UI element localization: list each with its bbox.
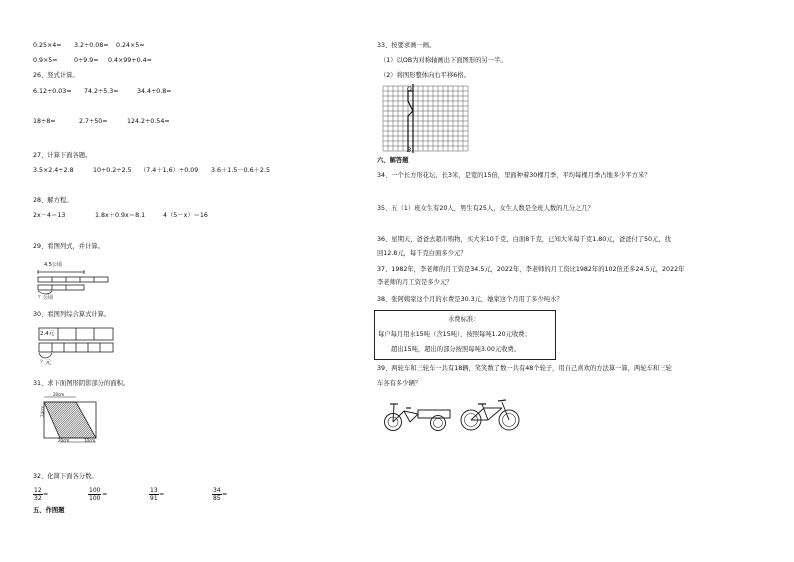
q33-title: 33、按要求画一画。	[377, 42, 436, 49]
q27-title: 27、计算下面各题。	[33, 152, 92, 159]
q34-text: 34、一个长方形花坛，长3米，是宽的15倍，里面种着30棵月季，平均每棵月季占地多少平方米？	[377, 172, 651, 179]
q29-title: 29、看图列式，并计算。	[33, 243, 104, 250]
q30-title: 30、看图列综合算式计算。	[33, 311, 111, 318]
q30-bottom-label: ？元	[40, 360, 52, 366]
q33-line-1: （1）以OB为对称轴画出下面图形的另一半。	[380, 57, 507, 64]
water-fee-box	[374, 310, 556, 360]
q38-title: 38、张阿姨家这个月的水费是30.3元，她家这个月用了多少吨水？	[377, 296, 563, 303]
q30-cell-label: 2.4元	[40, 331, 55, 337]
q32-eq-2: =	[102, 491, 108, 498]
water-fee-box-title: 水费标准：	[448, 316, 480, 323]
q32-fraction-1: $\frac{12}{32}$	[34, 487, 42, 502]
q26-item-4: 18÷8=	[33, 118, 56, 125]
q32-eq-1: =	[43, 491, 49, 498]
q32-fraction-2: $\frac{100}{100}$	[89, 487, 101, 502]
q29-top-label: 4.5公顷	[44, 262, 62, 268]
oral-item-5: 0÷9.9=	[74, 57, 99, 64]
q31-dim-bottom-1: 20cm	[58, 438, 70, 443]
q28-title: 28、解方程。	[33, 197, 73, 204]
q37-line-1: 37、1982年，李老师的月工资是34.5元，2022年，李老师的月工资比1982年的102倍还多24.5元，2022年	[377, 266, 685, 273]
tricycle-icon	[382, 398, 454, 434]
q33-label-b: B	[407, 147, 412, 154]
q27-item-1: 3.5×2.4÷2.8	[33, 167, 74, 174]
q37-line-2: 李老师的月工资是多少元？	[377, 279, 453, 286]
oral-item-2: 3.2÷0.08=	[74, 42, 109, 49]
q32-title: 32、化简下面各分数。	[33, 473, 98, 480]
q31-shaded-figure	[36, 392, 106, 444]
q31-dim-left: 24cm	[40, 405, 45, 417]
q26-item-5: 2.7÷50=	[79, 118, 108, 125]
q28-item-3: 4（5－x）＝16	[163, 212, 208, 219]
q26-item-1: 6.12÷0.03=	[33, 88, 72, 95]
q31-title: 31、求下面图形阴影部分的面积。	[33, 380, 130, 387]
water-fee-box-line-1: 每户每月用水15吨（含15吨），按照每吨1.20元收费；	[378, 331, 531, 338]
q32-eq-4: =	[222, 491, 228, 498]
bicycle-icon	[458, 396, 524, 434]
q32-fraction-4: $\frac{34}{85}$	[213, 487, 221, 502]
q32-fraction-3: $\frac{13}{91}$	[150, 487, 158, 502]
q28-item-2: 1.8x＋0.9x＝8.1	[95, 212, 146, 219]
q33-grid	[383, 86, 473, 156]
q27-item-2: 10÷0.2÷2.5	[93, 167, 132, 174]
q32-eq-3: =	[159, 491, 165, 498]
q39-line-1: 39、两轮车和三轮车一共有18辆，笑笑数了数一共有48个轮子，用自己喜欢的方法算一算，两轮车和三轮	[377, 365, 672, 372]
q28-item-1: 2x－4＝13	[33, 212, 66, 219]
section-5-heading: 五、作图题	[33, 507, 65, 514]
q33-label-o: O	[407, 86, 412, 93]
oral-item-1: 0.25×4=	[33, 42, 62, 49]
q26-title: 26、竖式计算。	[33, 72, 79, 79]
q29-bottom-label: ？公顷	[38, 295, 54, 301]
q39-line-2: 车各有多少辆？	[377, 380, 422, 387]
oral-item-4: 0.9×5=	[33, 57, 58, 64]
section-6-heading: 六、解答题	[377, 157, 409, 164]
q26-item-3: 34.4÷0.8=	[137, 88, 172, 95]
q29-line-diagram	[36, 268, 116, 296]
q27-item-4: 3.6＋1.5－0.6＋2.5	[211, 167, 270, 174]
water-fee-box-line-2: 超出15吨，超出的部分按照每吨3.00元收费。	[391, 346, 521, 353]
q36-line-1: 36、星期天，爸爸去超市购物，买大米10千克，白面8千克，已知大米每千克1.80元，爸爸付了50元，找	[377, 236, 671, 243]
q26-item-2: 74.2÷5.3=	[84, 88, 119, 95]
q27-item-3: （7.4＋1.6）÷0.09	[140, 167, 199, 174]
q31-dim-top: 20cm	[53, 392, 65, 397]
oral-item-3: 0.24×5=	[116, 42, 145, 49]
q26-item-6: 124.2÷0.54=	[127, 118, 170, 125]
q35-text: 35、五（1）班女生有20人，男生有25人，女生人数是全班人数的几分之几？	[377, 205, 594, 212]
oral-item-6: 0.4×99+0.4=	[108, 57, 152, 64]
q36-line-2: 回12.8元，每千克白面多少元？	[377, 250, 467, 257]
q33-line-2: （2）将图形整体向右平移6格。	[380, 72, 470, 79]
q31-dim-bottom-2: 10cm	[84, 438, 96, 443]
